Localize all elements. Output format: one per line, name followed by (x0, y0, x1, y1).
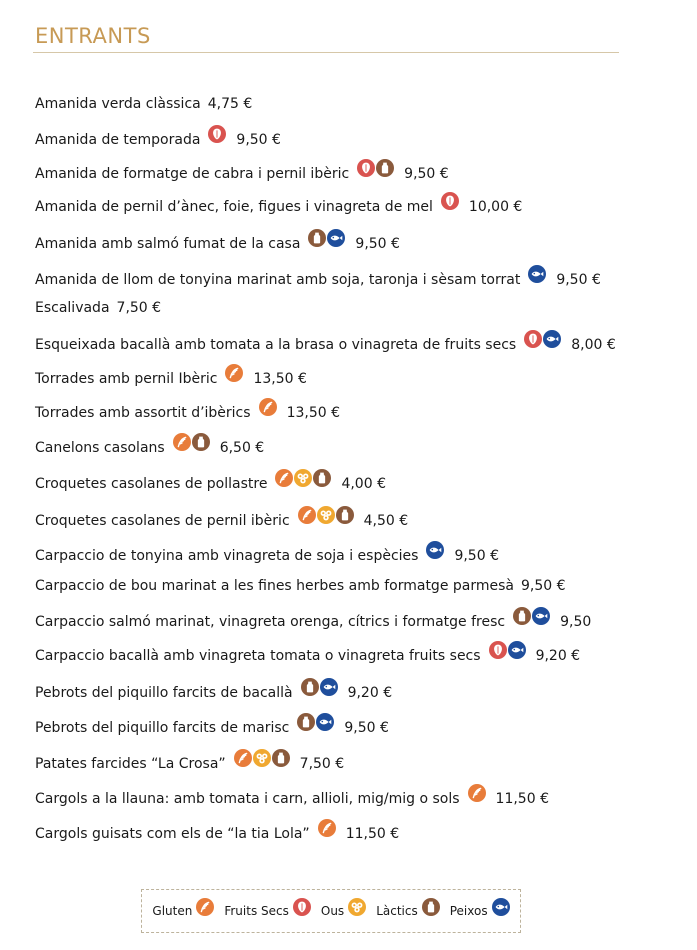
menu-item (35, 165, 449, 183)
menu-item-name: Canelons casolans (35, 440, 165, 456)
ous-icon (294, 469, 312, 487)
menu-item-name: Carpaccio de bou marinat a les fines herbes amb formatge parmesà (35, 578, 514, 594)
allergen-icons (528, 271, 546, 289)
menu-item (35, 336, 616, 354)
lactics-icon (336, 506, 354, 524)
menu-item-price: 8,00 € (571, 337, 616, 353)
allergen-icons (234, 755, 290, 773)
menu-item-name: Carpaccio salmó marinat, vinagreta orenga, cítrics i formatge fresc (35, 614, 506, 630)
menu-item (35, 404, 340, 422)
menu-item-price: 9,50 € (404, 166, 449, 182)
allergen-icons (225, 370, 243, 388)
menu-item (35, 96, 252, 112)
lactics-icon (297, 713, 315, 731)
menu-item-name: Amanida verda clàssica (35, 96, 201, 112)
menu-item-price: 4,00 € (341, 476, 386, 492)
menu-item (35, 719, 389, 737)
menu-item-name: Cargols a la llauna: amb tomata i carn, allioli, mig/mig o sols (35, 791, 460, 807)
allergen-icons (259, 404, 277, 422)
menu-item (35, 300, 161, 316)
legend-label: Fruits Secs (224, 904, 289, 918)
ous-icon (253, 749, 271, 767)
gluten-icon (298, 506, 316, 524)
menu-item-price: 6,50 € (219, 440, 265, 456)
menu-item-price: 9,50 (560, 614, 592, 630)
menu-item (35, 370, 307, 388)
menu-item (35, 235, 400, 253)
legend-item-fruits-secs (224, 902, 311, 920)
peixos-icon (492, 898, 510, 916)
legend-item-lactics (376, 902, 440, 920)
section-title: ENTRANTS (35, 24, 151, 48)
lactics-icon (308, 229, 326, 247)
menu-item-name: Amanida de llom de tonyina marinat amb soja, taronja i sèsam torrat (35, 272, 521, 288)
menu-item-name: Carpaccio de tonyina amb vinagreta de soja i espècies (35, 548, 419, 564)
menu-item (35, 825, 399, 843)
menu-item-price: 10,00 € (468, 199, 523, 215)
menu-item-name: Amanida de temporada (35, 132, 201, 148)
allergen-icons (297, 719, 334, 737)
allergen-icons (275, 475, 331, 493)
lactics-icon (513, 607, 531, 625)
lactics-icon (301, 678, 319, 696)
lactics-icon (272, 749, 290, 767)
allergen-icons (524, 336, 561, 354)
lactics-icon (192, 433, 210, 451)
gluten-icon (259, 398, 277, 416)
allergen-icons (318, 825, 336, 843)
gluten-icon (225, 364, 243, 382)
lactics-icon (376, 159, 394, 177)
fruits-secs-icon (489, 641, 507, 659)
menu-item (35, 578, 566, 594)
gluten-icon (234, 749, 252, 767)
peixos-icon (316, 713, 334, 731)
menu-item-price: 9,50 € (556, 272, 601, 288)
menu-item (35, 271, 601, 289)
allergen-icons (426, 547, 444, 565)
menu-item-price: 9,50 € (454, 548, 499, 564)
legend-label: Peixos (449, 904, 488, 918)
menu-item-name: Cargols guisats com els de “la tia Lola” (35, 826, 310, 842)
lactics-icon (313, 469, 331, 487)
fruits-secs-icon (441, 192, 459, 210)
fruits-secs-icon (293, 898, 311, 916)
allergen-icons (468, 790, 486, 808)
ous-icon (317, 506, 335, 524)
menu-item (35, 684, 392, 702)
peixos-icon (426, 541, 444, 559)
fruits-secs-icon (357, 159, 375, 177)
legend-item-gluten (152, 902, 214, 920)
menu-item (35, 475, 386, 493)
gluten-icon (275, 469, 293, 487)
ous-icon (348, 898, 366, 916)
lactics-icon (422, 898, 440, 916)
legend-label: Làctics (376, 904, 418, 918)
allergen-icons (489, 647, 526, 665)
allergen-icons (301, 684, 338, 702)
allergen-icons (441, 198, 459, 216)
menu-item-price: 4,50 € (363, 513, 409, 529)
gluten-icon (318, 819, 336, 837)
menu-item-name: Escalivada (35, 300, 110, 316)
peixos-icon (532, 607, 550, 625)
peixos-icon (320, 678, 338, 696)
menu-item (35, 512, 408, 530)
allergen-icons (208, 131, 226, 149)
peixos-icon (543, 330, 561, 348)
menu-item-name: Carpaccio bacallà amb vinagreta tomata o vinagreta fruits secs (35, 648, 481, 664)
allergen-icons (513, 613, 550, 631)
legend-item-peixos (450, 902, 510, 920)
allergen-icons (173, 439, 210, 457)
menu-item-price: 13,50 € (253, 371, 307, 387)
menu-item-price: 9,20 € (347, 685, 393, 701)
menu-item-price: 9,50 € (344, 720, 389, 736)
menu-item-price: 11,50 € (345, 826, 400, 842)
menu-item-price: 7,50 € (116, 300, 162, 316)
peixos-icon (508, 641, 526, 659)
allergen-icons (308, 235, 345, 253)
menu-item-name: Amanida de pernil d’ànec, foie, figues i vinagreta de mel (35, 199, 433, 215)
menu-item-price: 9,50 € (236, 132, 281, 148)
menu-item-name: Amanida amb salmó fumat de la casa (35, 236, 301, 252)
menu-item-price: 9,20 € (535, 648, 581, 664)
menu-item-price: 4,75 € (207, 96, 253, 112)
title-divider (33, 52, 619, 53)
menu-item-name: Torrades amb assortit d’ibèrics (35, 405, 251, 421)
menu-item (35, 647, 580, 665)
fruits-secs-icon (208, 125, 226, 143)
menu-item (35, 131, 281, 149)
menu-item (35, 439, 264, 457)
gluten-icon (468, 784, 486, 802)
menu-item-name: Patates farcides “La Crosa” (35, 756, 226, 772)
legend-label: Ous (320, 904, 345, 918)
fruits-secs-icon (524, 330, 542, 348)
menu-item (35, 198, 522, 216)
menu-item-price: 11,50 € (495, 791, 549, 807)
menu-item-name: Esqueixada bacallà amb tomata a la brasa o vinagreta de fruits secs (35, 337, 517, 353)
peixos-icon (528, 265, 546, 283)
menu-item-price: 7,50 € (299, 756, 345, 772)
menu-item-price: 9,50 € (355, 236, 400, 252)
menu-item-name: Croquetes casolanes de pollastre (35, 476, 268, 492)
menu-item (35, 755, 344, 773)
legend-item-ous (321, 902, 366, 920)
menu-item-name: Pebrots del piquillo farcits de marisc (35, 720, 290, 736)
menu-item-price: 13,50 € (286, 405, 340, 421)
gluten-icon (173, 433, 191, 451)
allergen-icons (357, 165, 394, 183)
peixos-icon (327, 229, 345, 247)
gluten-icon (196, 898, 214, 916)
menu-item-name: Torrades amb pernil Ibèric (35, 371, 218, 387)
menu-item (35, 790, 549, 808)
menu-item-name: Pebrots del piquillo farcits de bacallà (35, 685, 293, 701)
menu-item (35, 613, 591, 631)
menu-item-price: 9,50 € (520, 578, 566, 594)
menu-item (35, 547, 499, 565)
legend-label: Gluten (152, 904, 193, 918)
allergen-icons (298, 512, 354, 530)
menu-item-name: Amanida de formatge de cabra i pernil ibèric (35, 166, 350, 182)
menu-item-name: Croquetes casolanes de pernil ibèric (35, 513, 290, 529)
allergen-legend (141, 889, 521, 933)
